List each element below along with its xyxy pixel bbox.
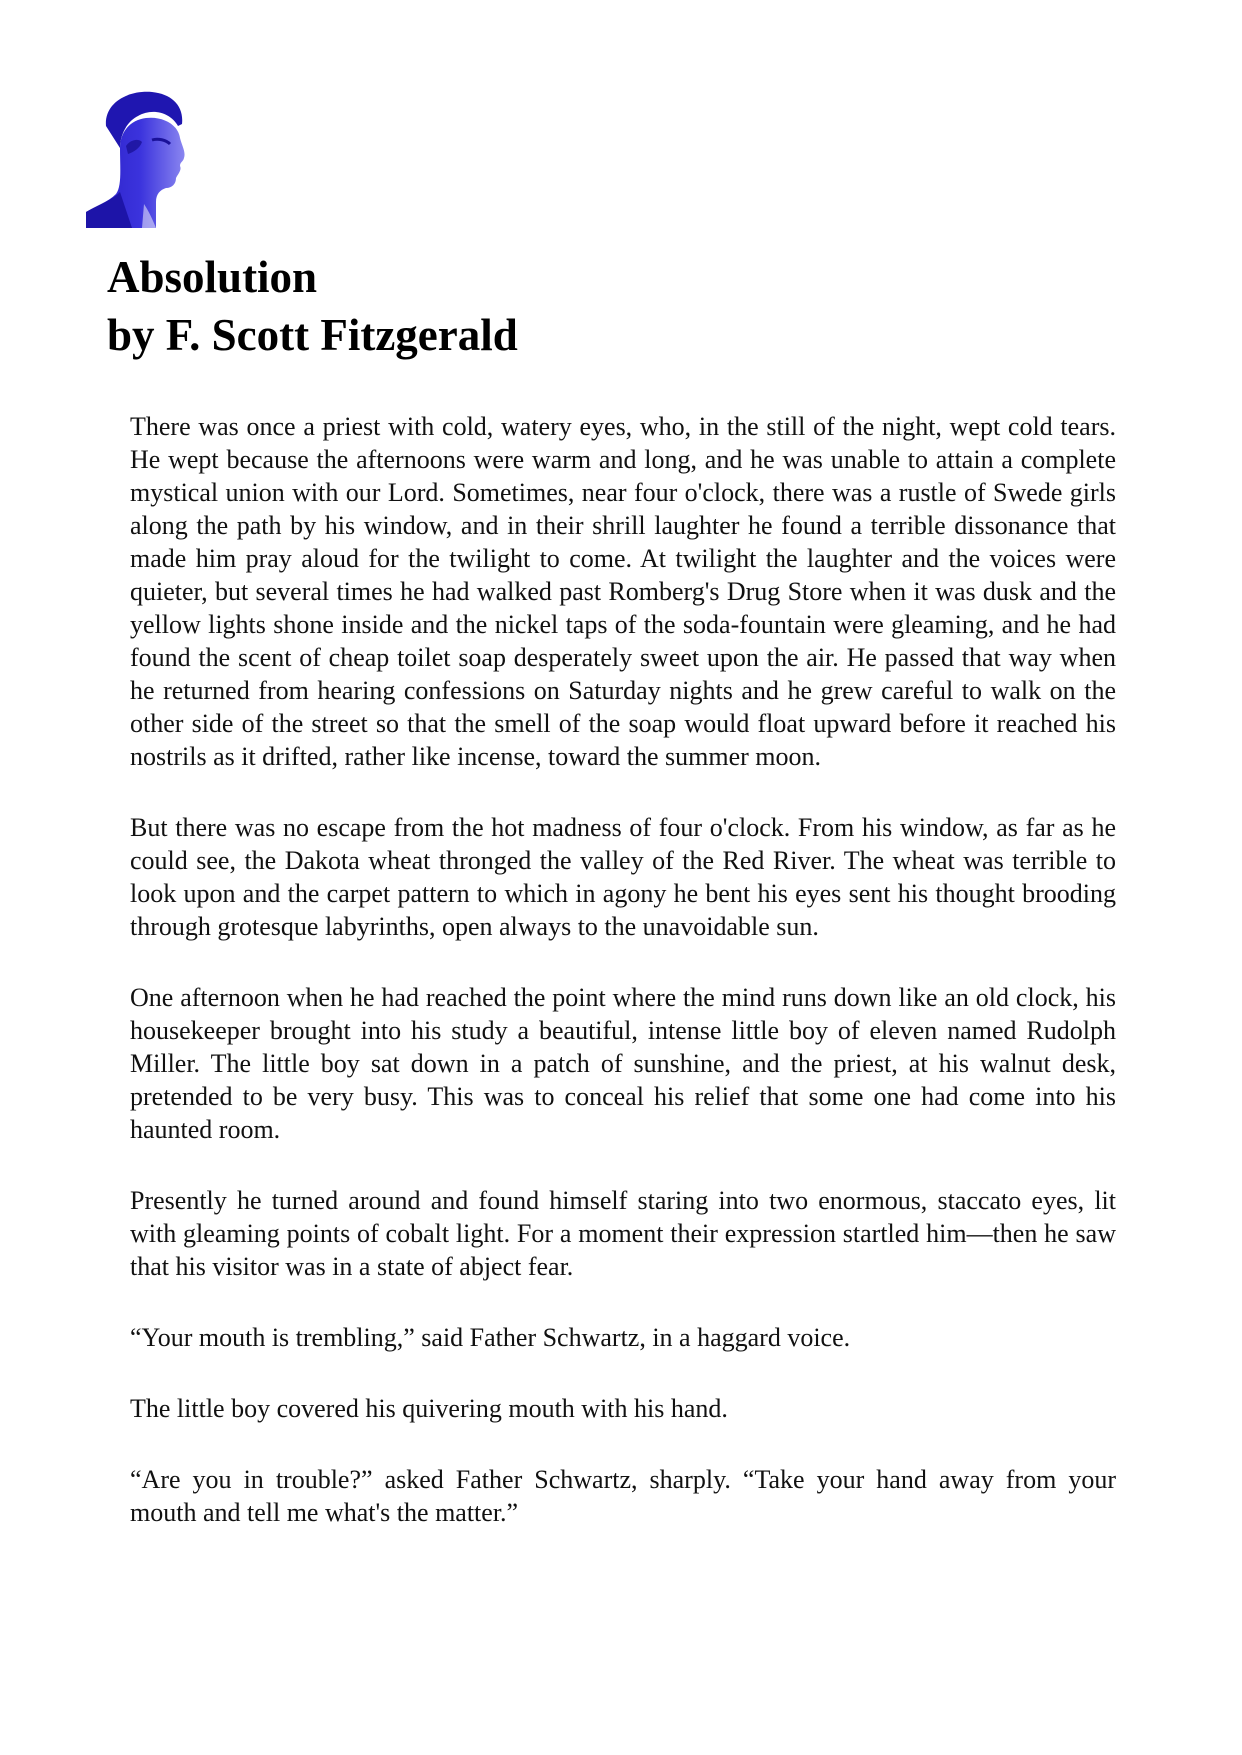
author-portrait-icon bbox=[86, 86, 204, 228]
paragraph: “Are you in trouble?” asked Father Schwartz, sharply. “Take your hand away from your mouth and tell me what's the matter.” bbox=[130, 1465, 1116, 1527]
paragraph: “Your mouth is trembling,” said Father Schwartz, in a haggard voice. bbox=[130, 1323, 851, 1352]
paragraph: One afternoon when he had reached the point where the mind runs down like an old clock, his housekeeper brought into his study a beautiful, intense little boy of eleven named Rudolph Miller. The little boy sat down in a patch of sunshine, and the priest, at his walnut desk, pretended to be very busy. This was to conceal his relief that some one had come into his haunted room. bbox=[130, 983, 1116, 1144]
story-title: Absolution bbox=[107, 252, 318, 302]
paragraph: But there was no escape from the hot madness of four o'clock. From his window, as far as he could see, the Dakota wheat thronged the valley of the Red River. The wheat was terrible to look upon and the carpet pattern to which in agony he bent his eyes sent his thought brooding through grotesque labyrinths, open always to the unavoidable sun. bbox=[130, 813, 1116, 941]
paragraph: There was once a priest with cold, watery eyes, who, in the still of the night, wept cold tears. He wept because the afternoons were warm and long, and he was unable to attain a complete mystical union with our Lord. Sometimes, near four o'clock, there was a rustle of Swede girls along the path by his window, and in their shrill laughter he found a terrible dissonance that made him pray aloud for the twilight to come. At twilight the laughter and the voices were quieter, but several times he had walked past Romberg's Drug Store when it was dusk and the yellow lights shone inside and the nickel taps of the soda-fountain were gleaming, and he had found the scent of cheap toilet soap desperately sweet upon the air. He passed that way when he returned from hearing confessions on Saturday nights and he grew careful to walk on the other side of the street so that the smell of the soap would float upward before it reached his nostrils as it drifted, rather like incense, toward the summer moon. bbox=[130, 412, 1116, 771]
paragraph: The little boy covered his quivering mouth with his hand. bbox=[130, 1394, 728, 1423]
story-body bbox=[130, 410, 1116, 1567]
paragraph: Presently he turned around and found himself staring into two enormous, staccato eyes, lit with gleaming points of cobalt light. For a moment their expression startled him—then he saw that his visitor was in a state of abject fear. bbox=[130, 1186, 1116, 1281]
document-title bbox=[107, 248, 518, 364]
author-byline: by F. Scott Fitzgerald bbox=[107, 310, 518, 360]
